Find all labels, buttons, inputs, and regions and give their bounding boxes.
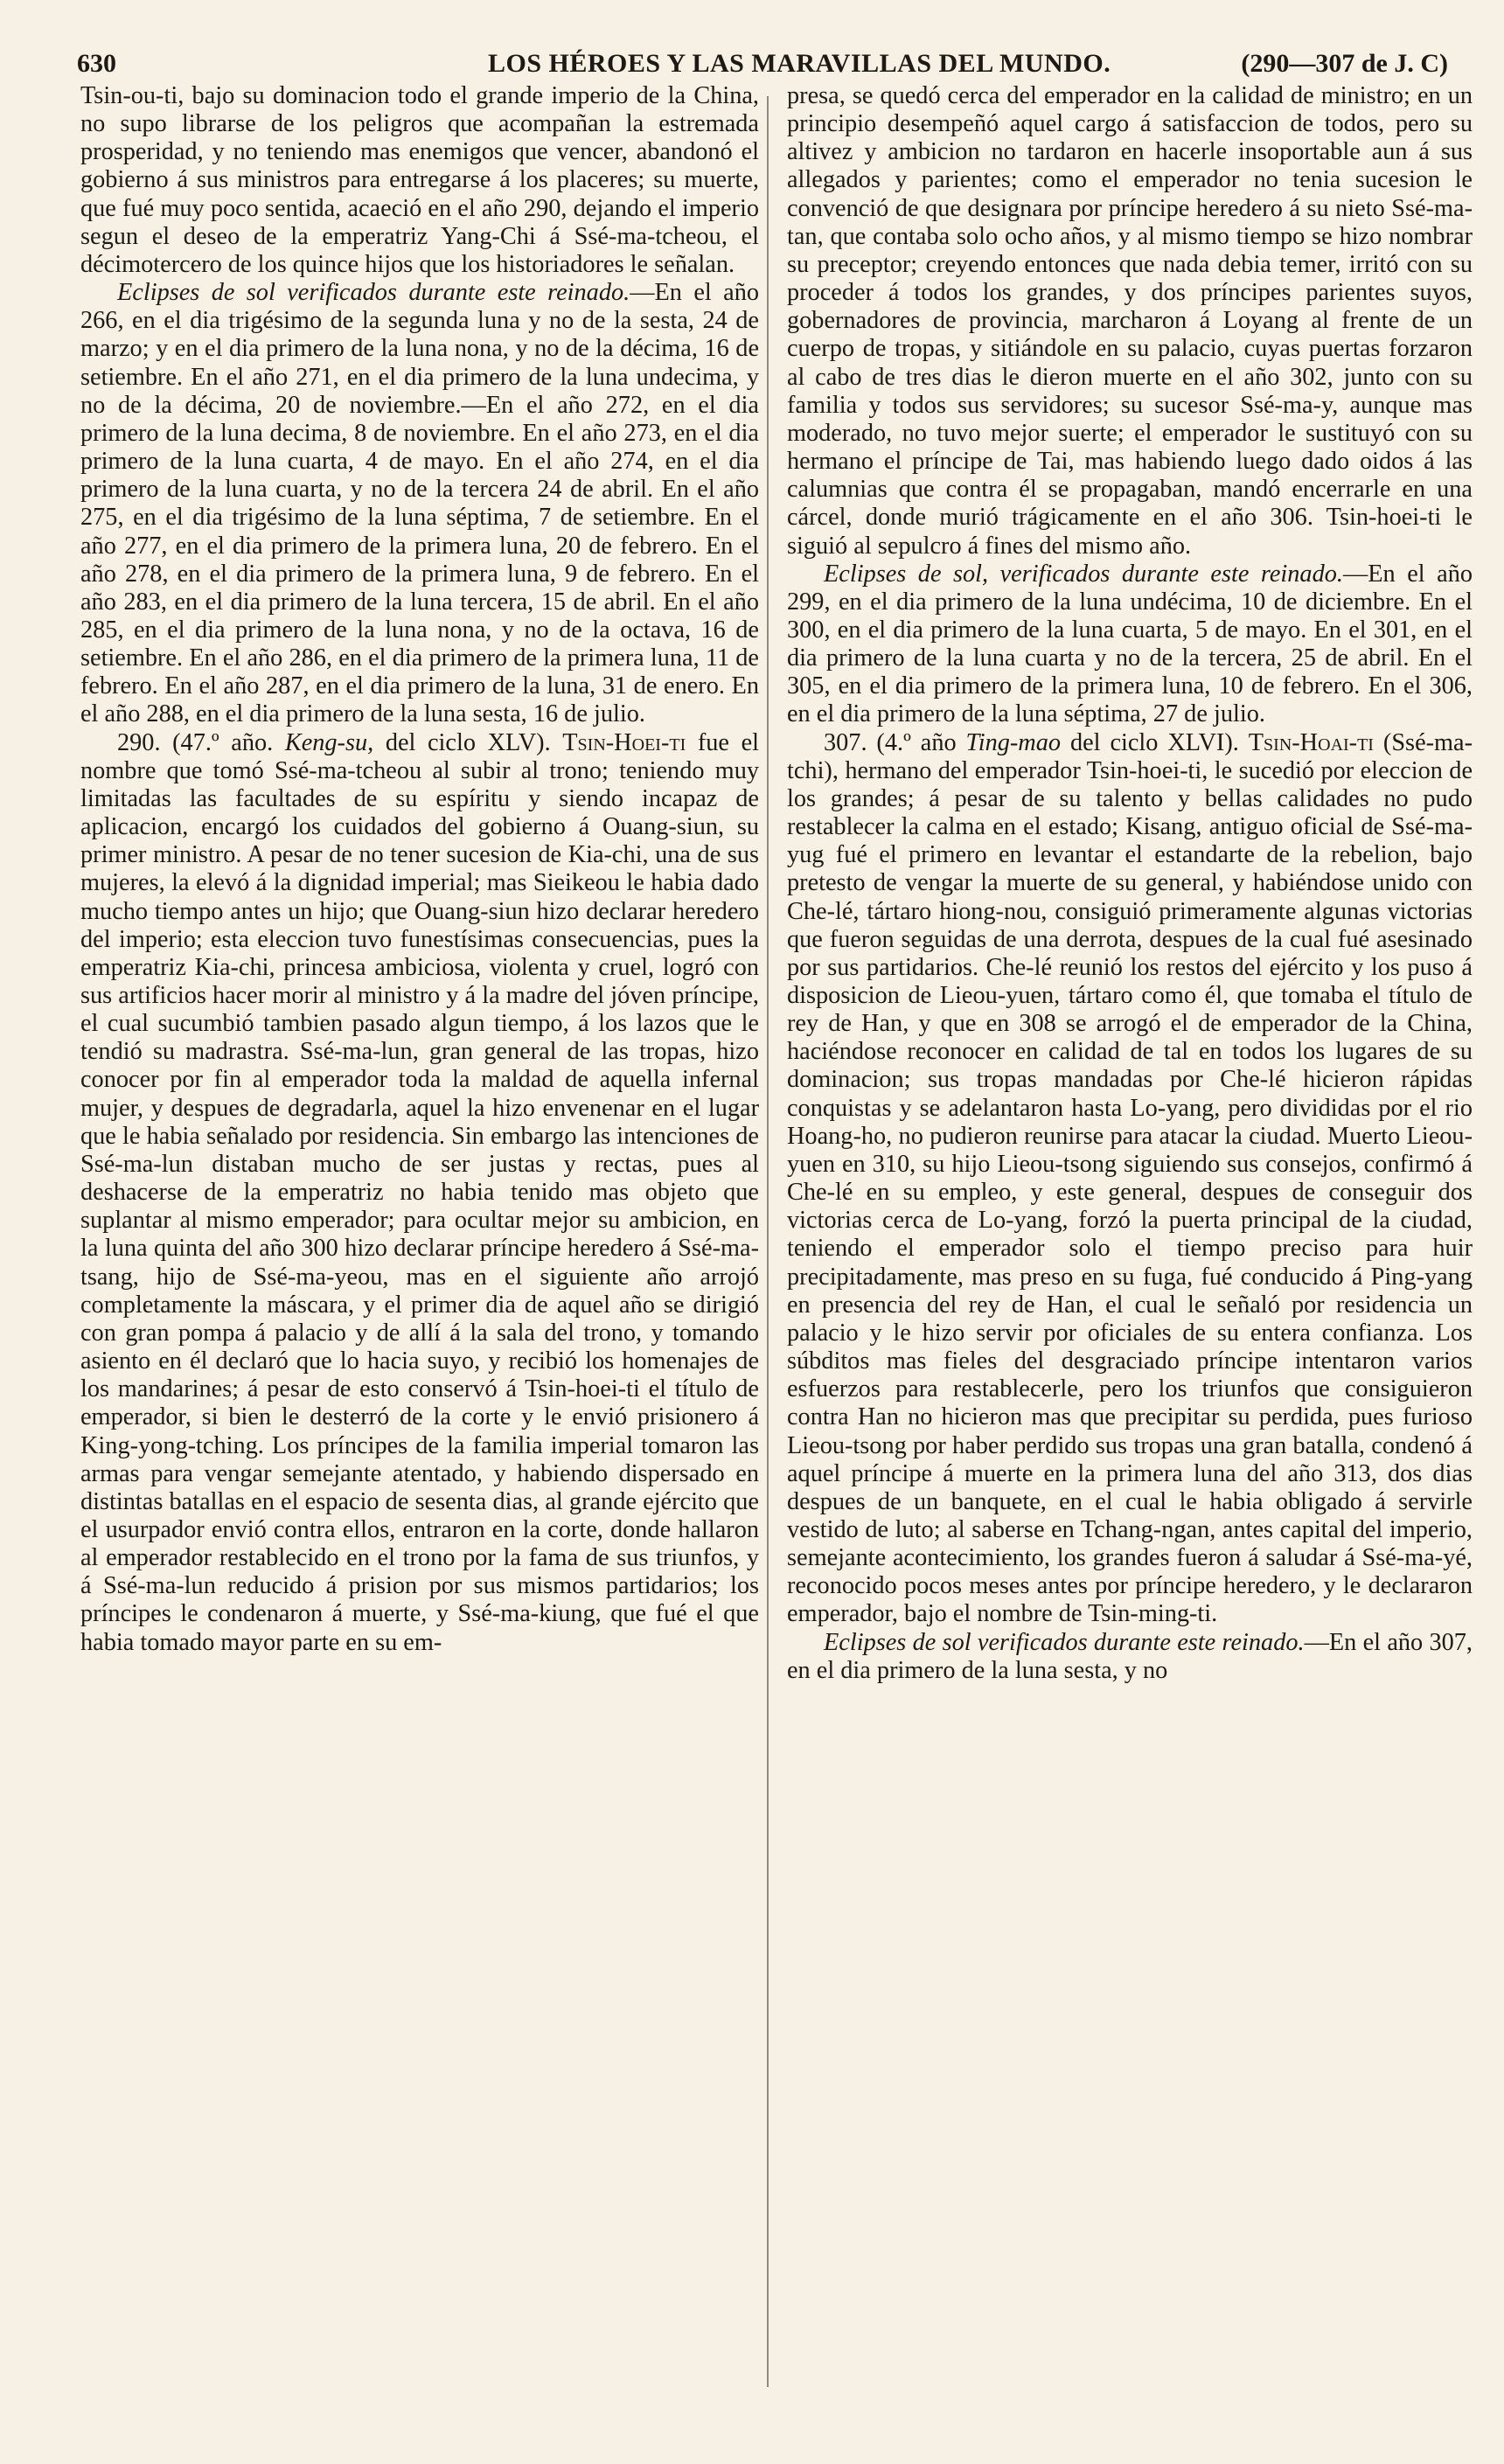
paragraph-body: (Ssé-ma-tchi), hermano del emperador Tsin-hoei-ti, le sucedió por eleccion de los grandes; á pesar de su talento y bellas calidades no pudo restablecer la calma en el estado; Kisang, antiguo oficial de Ssé-ma-yug fué el primero en levantar el estandarte de la rebelion, bajo pretesto de vengar la muerte de su general, y habiéndose unido con Che-lé, tártaro hiong-nou, consiguió primeramente algunas victorias que fueron seguidas de una derrota, despues de la cual fué asesinado por sus partidarios. Che-lé reunió los restos del ejército y los puso á disposicion de Lieou-yuen, tártaro como él, que tomaba el título de rey de Han, y que en 308 se arrogó el de emperador de la China, haciéndose reconocer en calidad de tal en todos los lugares de su dominacion; sus tropas mandadas por Che-lé hicieron rápidas conquistas y se adelantaron hasta Lo-yang, pero divididas por el rio Hoang-ho, no pudieron reunirse para atacar la ciudad. Muerto Lieou-yuen en 310, su hijo Lieou-tsong siguiendo sus consejos, confirmó á Che-lé en su empleo, y este general, despues de conseguir dos victorias cerca de Lo-yang, forzó la puerta principal de la ciudad, teniendo el emperador solo el tiempo preciso para huir precipitadamente, mas preso en su fuga, fué conducido á Ping-yang en presencia del rey de Han, el cual le señaló por residencia un palacio y le hizo servir por oficiales de su entera confianza. Los súbditos mas fieles del desgraciado príncipe intentaron varios esfuerzos para restablecerle, pero los triunfos que consiguieron contra Han no hicieron mas que precipitar su perdida, pues furioso Lieou-tsong por haber perdido sus tropas una gran batalla, condenó á aquel príncipe á muerte en la primera luna del año 313, dos dias despues de un banquete, en el cual le habia obligado á servirle vestido de luto; al saberse en Tchang-ngan, antes capital del imperio, semejante acontecimiento, los grandes fueron á saludar á Ssé-ma-yé, reconocido pocos meses antes por príncipe heredero, y le declararon emperador, bajo el nombre de Tsin-ming-ti. (787, 728, 1473, 1628)
paragraph-body: —En el año 307, en el dia primero de la luna sesta, y no (787, 1628, 1473, 1684)
section-heading: Eclipses de sol verificados durante este reinado. (824, 1628, 1305, 1656)
cycle-name: Ting-mao (965, 728, 1062, 756)
emperor-name: Tsin-Hoai-ti (1248, 728, 1374, 756)
date-range: (290—307 de J. C) (1241, 49, 1448, 78)
reign-paragraph (80, 729, 759, 1657)
page-header (77, 42, 1469, 80)
cycle-label: del ciclo XLV). (385, 728, 551, 756)
left-column (80, 82, 759, 1657)
eclipse-paragraph (787, 1629, 1473, 1685)
paragraph: Tsin-ou-ti, bajo su dominacion todo el grande imperio de la China, no supo librarse de los peligros que acompañan la estremada prosperidad, y no teniendo mas enemigos que vencer, abandonó el gobierno á sus ministros para entregarse á los placeres; su muerte, que fué muy poco sentida, acaeció en el año 290, dejando el imperio segun el deseo de la emperatriz Yang-Chi á Ssé-ma-tcheou, el décimotercero de los quince hijos que los historiadores le señalan. (80, 82, 759, 278)
cycle-name: Keng-su, (284, 728, 374, 756)
cycle-label: del ciclo XLVI). (1069, 728, 1239, 756)
section-heading: Eclipses de sol verificados durante este reinado. (117, 279, 630, 307)
eclipse-paragraph (787, 560, 1473, 729)
page-number: 630 (77, 49, 116, 78)
eclipse-paragraph (80, 279, 759, 729)
section-heading: Eclipses de sol, verificados durante este reinado. (824, 560, 1343, 588)
reign-paragraph (787, 729, 1473, 1629)
paragraph-body: fue el nombre que tomó Ssé-ma-tcheou al subir al trono; teniendo muy limitadas las facultades de su espíritu y siendo incapaz de aplicacion, encargó los cuidados del gobierno á Ouang-siun, su primer ministro. A pesar de no tener sucesion de Kia-chi, una de sus mujeres, la elevó á la dignidad imperial; mas Sieikeou le habia dado mucho tiempo antes un hijo; que Ouang-siun hizo declarar heredero del imperio; esta eleccion tuvo funestísimas consecuencias, pues la emperatriz Kia-chi, princesa ambiciosa, violenta y cruel, logró con sus artificios hacer morir al ministro y á la madre del jóven príncipe, el cual sucumbió tambien pasado algun tiempo, á los lazos que le tendió su madrastra. Ssé-ma-lun, gran general de las tropas, hizo conocer por fin al emperador toda la maldad de aquella infernal mujer, y despues de degradarla, aquel la hizo envenenar en el lugar que le habia señalado por residencia. Sin embargo las intenciones de Ssé-ma-lun distaban mucho de ser justas y rectas, pues al deshacerse de la emperatriz no habia tenido mas objeto que suplantar al mismo emperador; para ocultar mejor su ambicion, en la luna quinta del año 300 hizo declarar príncipe heredero á Ssé-ma-tsang, hijo de Ssé-ma-yeou, mas en el siguiente año arrojó completamente la máscara, y el primer dia de aquel año se dirigió con gran pompa á palacio y de allí á la sala del trono, y tomando asiento en él declaró que lo hacia suyo, y recibió los homenajes de los mandarines; á pesar de esto conservó á Tsin-hoei-ti el título de emperador, si bien le desterró de la corte y le envió prisionero á King-yong-tching. Los príncipes de la familia imperial tomaron las armas para vengar semejante atentado, y habiendo dispersado en distintas batallas en el espacio de sesenta dias, al grande ejército que el usurpador envió contra ellos, entraron en la corte, donde hallaron al emperador restablecido en el trono por la fama de sus triunfos, y á Ssé-ma-lun reducido á prision por sus mismos partidarios; los príncipes le condenaron á muerte, y Ssé-ma-kiung, que fué el que habia tomado mayor parte en su em- (80, 728, 760, 1656)
right-column (787, 82, 1473, 1685)
column-divider (767, 96, 769, 2387)
year-lead: 307. (4.º año (824, 728, 957, 756)
running-title: LOS HÉROES Y LAS MARAVILLAS DEL MUNDO. (488, 49, 1111, 78)
paragraph-body: —En el año 266, en el dia trigésimo de la segunda luna y no de la sesta, 24 de marzo; y en el dia primero de la luna nona, y no de la décima, 16 de setiembre. En el año 271, en el dia primero de la luna undecima, y no de la décima, 20 de noviembre.—En el año 272, en el dia primero de la luna decima, 8 de noviembre. En el año 273, en el dia primero de la luna cuarta, 4 de mayo. En el año 274, en el dia primero de la luna cuarta, y no de la tercera 24 de abril. En el año 275, en el dia trigésimo de la luna séptima, 7 de setiembre. En el año 277, en el dia primero de la primera luna, 20 de febrero. En el año 278, en el dia primero de la primera luna, 9 de febrero. En el año 283, en el dia primero de la luna tercera, 15 de abril. En el año 285, en el dia primero de la luna nona, y no de la octava, 16 de setiembre. En el año 286, en el dia primero de la primera luna, 11 de febrero. En el año 287, en el dia primero de la luna, 31 de enero. En el año 288, en el dia primero de la luna sesta, 16 de julio. (80, 279, 759, 728)
paragraph-body: —En el año 299, en el dia primero de la luna undécima, 10 de diciembre. En el 300, en el dia primero de la luna cuarta, 5 de mayo. En el 301, en el dia primero de la luna cuarta y no de la tercera, 25 de abril. En el 305, en el dia primero de la primera luna, 10 de febrero. En el 306, en el dia primero de la luna séptima, 27 de julio. (787, 560, 1473, 728)
year-lead: 290. (47.º año. (117, 728, 274, 756)
emperor-name: Tsin-Hoei-ti (562, 728, 686, 756)
paragraph: presa, se quedó cerca del emperador en la calidad de ministro; en un principio desempeñó aquel cargo á satisfaccion de todos, pero su altivez y ambicion no tardaron en hacerle insoportable aun á sus allegados y parientes; como el emperador no tenia sucesion le convenció de que designara por príncipe heredero á su nieto Ssé-ma-tan, que contaba solo ocho años, y al mismo tiempo se hizo nombrar su preceptor; creyendo entonces que nada debia temer, irritó con su proceder á todos los grandes, y dos príncipes parientes suyos, gobernadores de provincia, marcharon á Loyang al frente de un cuerpo de tropas, y sitiándole en su palacio, cuyas puertas forzaron al cabo de tres dias le dieron muerte en el año 302, junto con su familia y todos sus servidores; su sucesor Ssé-ma-y, aunque mas moderado, no tuvo mejor suerte; el emperador le sustituyó con su hermano el príncipe de Tai, mas habiendo luego dado oidos á las calumnias que contra él se propagaban, mandó encerrarle en una cárcel, donde murió trágicamente en el año 306. Tsin-hoei-ti le siguió al sepulcro á fines del mismo año. (787, 82, 1473, 560)
